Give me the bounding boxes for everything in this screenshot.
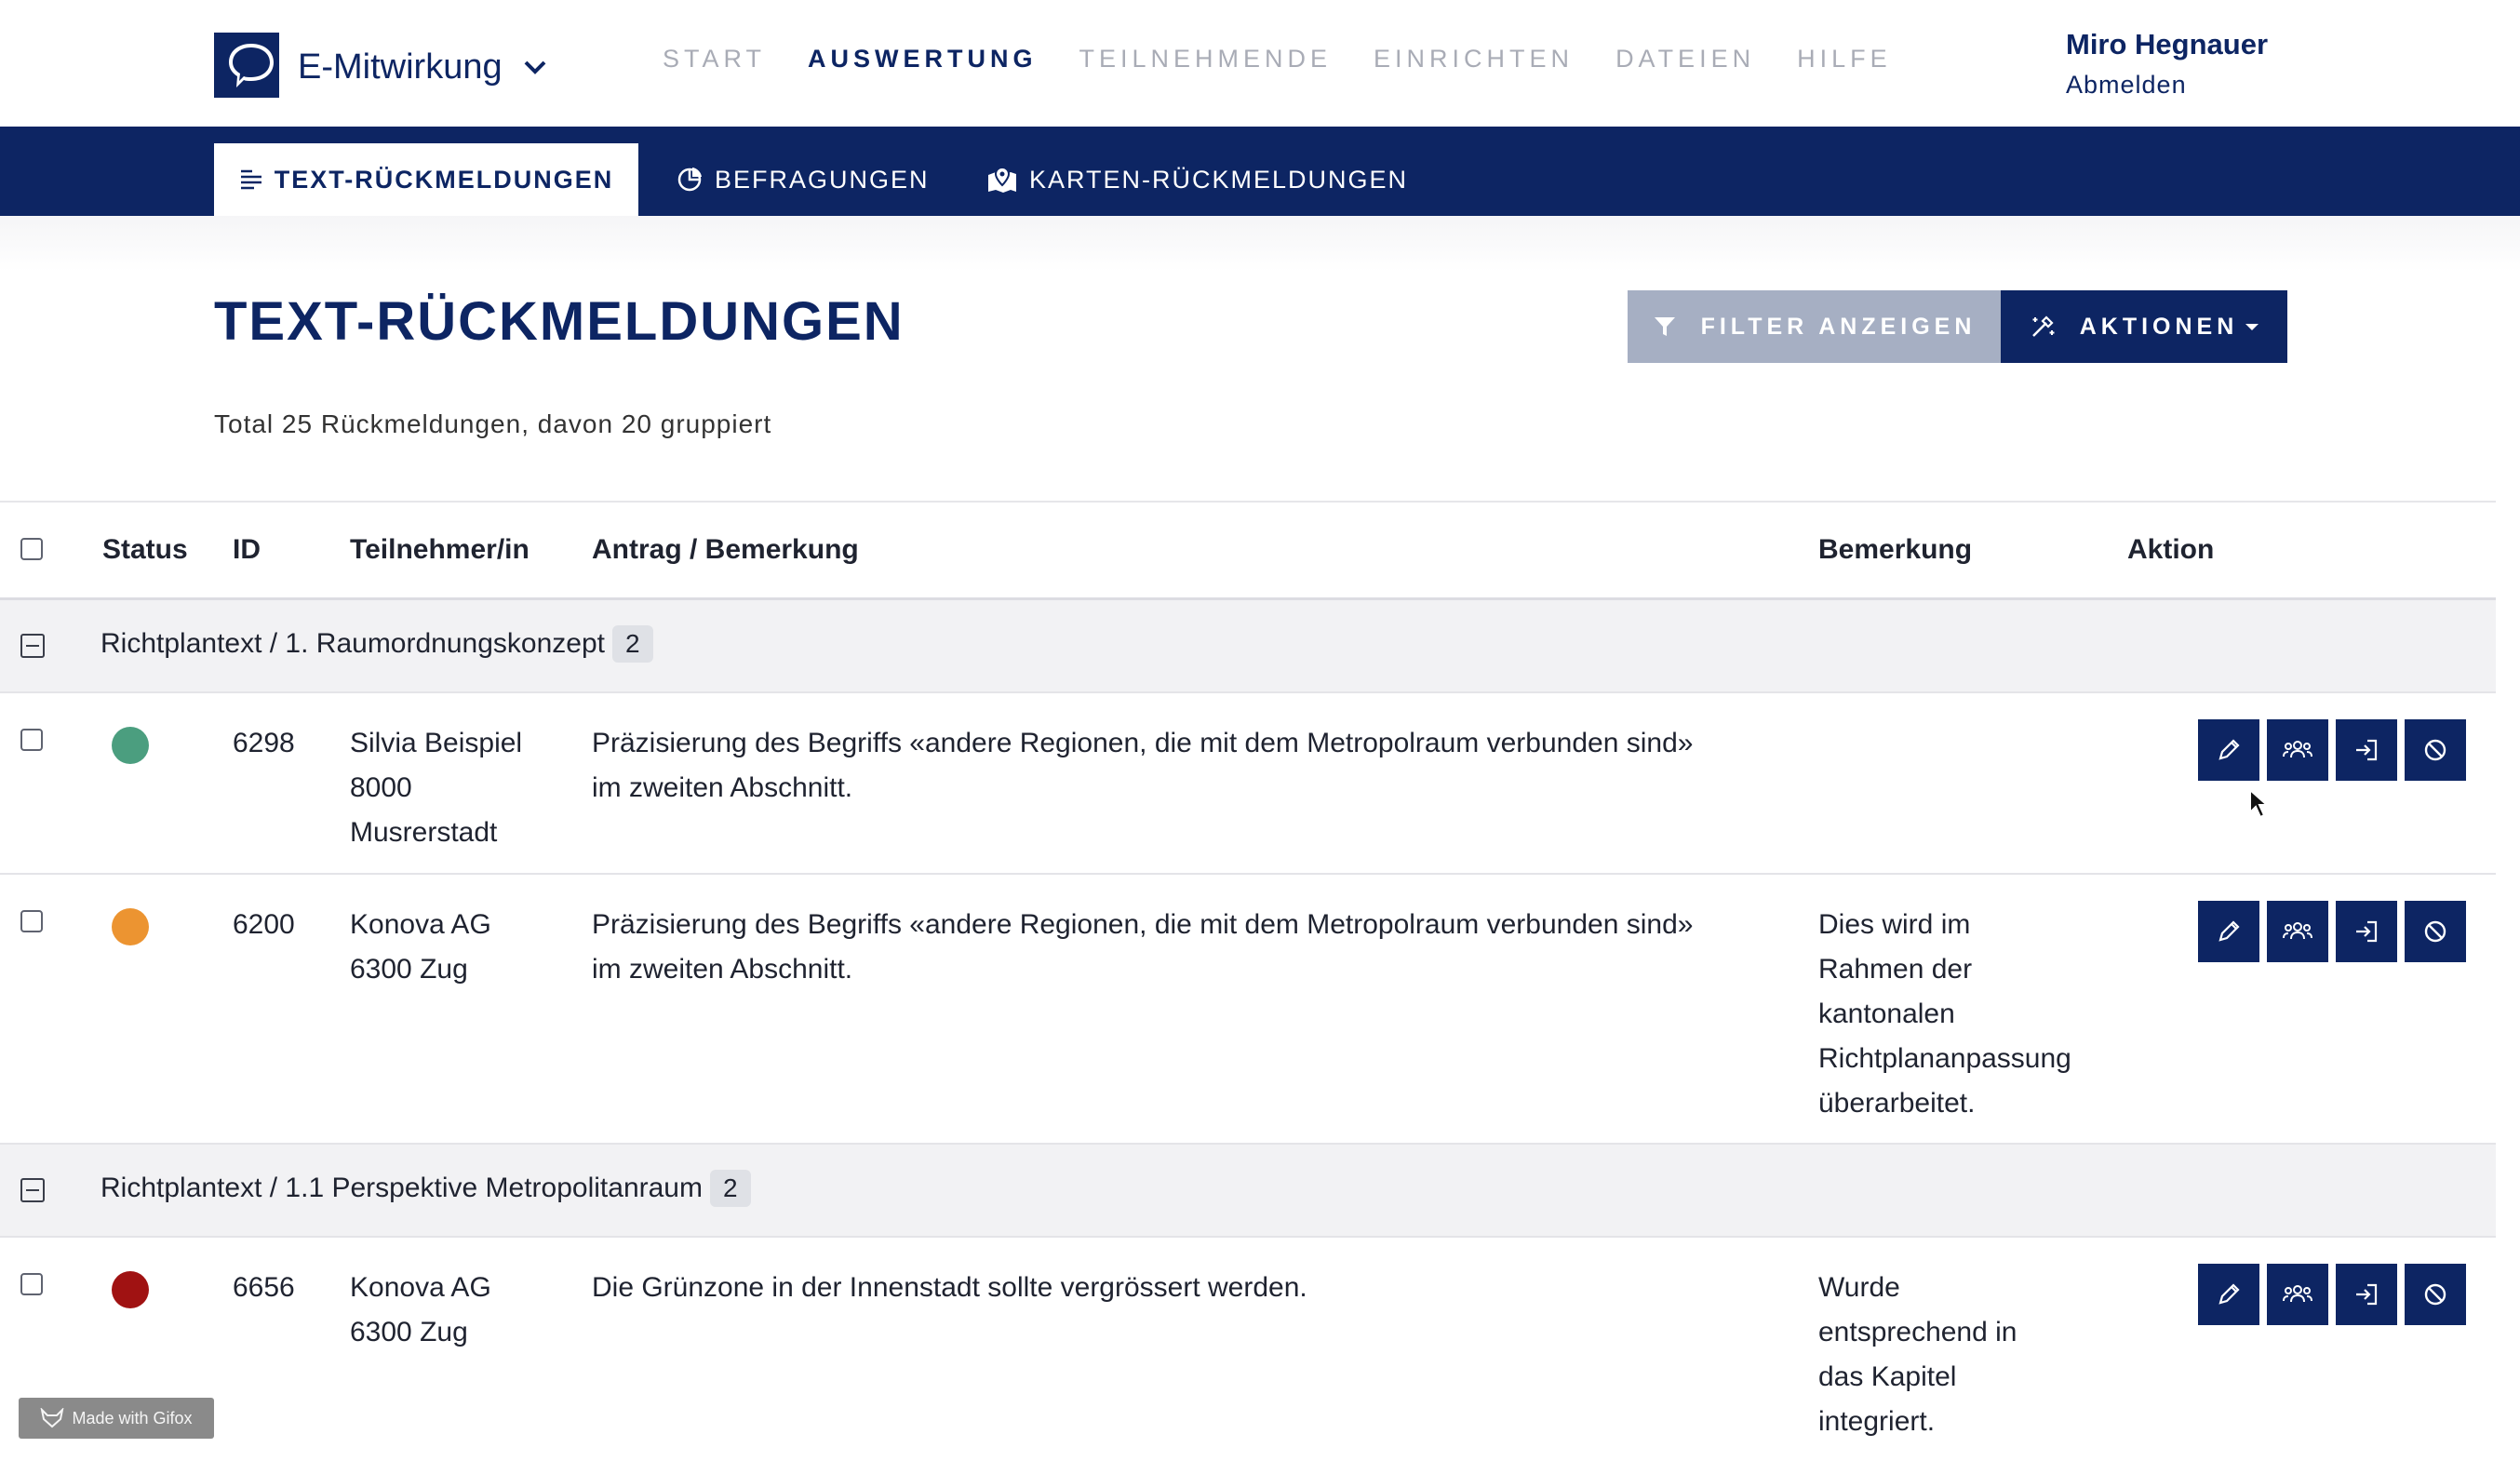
remark-line: Dies wird im	[1818, 909, 1971, 940]
column-status[interactable]: Status	[102, 534, 188, 565]
move-button[interactable]	[2336, 901, 2397, 962]
magic-wand-icon	[2030, 314, 2080, 340]
filter-button-label: FILTER ANZEIGEN	[1700, 313, 1977, 340]
participant-city: Musrerstadt	[350, 817, 498, 848]
watermark-text: Made with Gifox	[72, 1408, 193, 1427]
group-row	[0, 600, 2496, 693]
edit-button[interactable]	[2198, 719, 2259, 781]
participant-zip: 8000	[350, 772, 412, 803]
status-indicator	[112, 1271, 149, 1308]
participant-name: Silvia Beispiel	[350, 728, 523, 758]
request-text	[592, 1266, 1307, 1310]
status-indicator	[112, 908, 149, 945]
pencil-icon	[2215, 918, 2243, 945]
row-actions	[2198, 719, 2473, 781]
group-button[interactable]	[2267, 719, 2328, 781]
participant-city: 6300 Zug	[350, 954, 468, 985]
column-request[interactable]: Antrag / Bemerkung	[592, 534, 859, 565]
request-line: Präzisierung des Begriffs «andere Regionen, die mit dem Metropolraum verbunden sind»	[592, 909, 1694, 940]
main-nav	[663, 45, 1934, 74]
fox-icon	[40, 1408, 72, 1428]
remark-line: entsprechend in	[1818, 1317, 2017, 1347]
nav-einrichten[interactable]: EINRICHTEN	[1374, 45, 1575, 73]
remark-line: Rahmen der	[1818, 954, 1973, 985]
actions-button-label: AKTIONEN	[2079, 313, 2239, 340]
app-title: E-Mitwirkung	[298, 47, 503, 87]
mouse-cursor-icon	[2248, 788, 2271, 820]
reject-button[interactable]	[2405, 719, 2466, 781]
remark-line: Wurde	[1818, 1272, 1900, 1303]
row-id: 6298	[233, 728, 295, 758]
table-row	[0, 875, 2496, 1145]
column-participant[interactable]: Teilnehmer/in	[350, 534, 529, 565]
edit-button[interactable]	[2198, 901, 2259, 962]
feedback-table	[0, 501, 2496, 1461]
actions-dropdown-button[interactable]	[2001, 290, 2287, 363]
users-icon	[2282, 1280, 2313, 1308]
tab-label: KARTEN-RÜCKMELDUNGEN	[1029, 165, 1409, 194]
participant-name: Konova AG	[350, 909, 491, 940]
row-checkbox[interactable]	[20, 1273, 43, 1295]
map-marker-icon	[986, 166, 1029, 194]
group-title: Richtplantext / 1. Raumordnungskonzept	[101, 628, 605, 659]
reject-button[interactable]	[2405, 901, 2466, 962]
request-text	[592, 721, 1693, 811]
row-checkbox[interactable]	[20, 729, 43, 751]
remark-line: das Kapitel	[1818, 1361, 1957, 1392]
sign-in-icon	[2352, 918, 2380, 945]
participant	[350, 1266, 491, 1355]
nav-hilfe[interactable]: HILFE	[1797, 45, 1892, 73]
remark-line: überarbeitet.	[1818, 1088, 1976, 1119]
sign-in-icon	[2352, 1280, 2380, 1308]
group-count-badge: 2	[710, 1170, 751, 1207]
app-logo-icon[interactable]	[214, 33, 279, 98]
collapse-group-icon[interactable]	[20, 634, 45, 658]
nav-start[interactable]: START	[663, 45, 767, 73]
row-id: 6656	[233, 1272, 295, 1303]
remark-line: kantonalen	[1818, 999, 1955, 1029]
row-actions	[2198, 901, 2473, 962]
tab-karten-rueckmeldungen[interactable]	[986, 143, 1408, 216]
request-line: Präzisierung des Begriffs «andere Regionen, die mit dem Metropolraum verbunden sind»	[592, 728, 1694, 758]
users-icon	[2282, 918, 2313, 945]
request-text	[592, 903, 1693, 992]
participant	[350, 721, 522, 855]
ban-icon	[2421, 1280, 2449, 1308]
group-button[interactable]	[2267, 901, 2328, 962]
page-title: TEXT-RÜCKMELDUNGEN	[214, 291, 905, 352]
group-title: Richtplantext / 1.1 Perspektive Metropolitanraum	[101, 1173, 703, 1203]
nav-dateien[interactable]: DATEIEN	[1615, 45, 1756, 73]
tab-befragungen[interactable]	[676, 143, 930, 216]
text-lines-icon	[239, 168, 275, 191]
tab-label: TEXT-RÜCKMELDUNGEN	[274, 165, 614, 194]
chart-pie-icon	[676, 166, 715, 194]
row-actions	[2198, 1264, 2473, 1325]
status-indicator	[112, 727, 149, 764]
group-label	[101, 625, 653, 663]
filter-icon	[1653, 315, 1701, 339]
remark-line: Richtplananpassung	[1818, 1043, 2071, 1074]
tab-label: BEFRAGUNGEN	[715, 165, 930, 194]
row-checkbox[interactable]	[20, 910, 43, 932]
column-action: Aktion	[2127, 534, 2215, 565]
caret-down-icon	[2245, 324, 2259, 330]
reject-button[interactable]	[2405, 1264, 2466, 1325]
collapse-group-icon[interactable]	[20, 1178, 45, 1202]
sign-in-icon	[2352, 736, 2380, 764]
group-label	[101, 1170, 751, 1207]
request-line: im zweiten Abschnitt.	[592, 772, 853, 803]
pencil-icon	[2215, 736, 2243, 764]
chevron-down-icon	[523, 59, 547, 75]
participant-city: 6300 Zug	[350, 1317, 468, 1347]
table-header	[0, 501, 2496, 600]
request-line: Die Grünzone in der Innenstadt sollte vergrössert werden.	[592, 1272, 1307, 1303]
top-header	[0, 0, 2520, 127]
participant	[350, 903, 491, 992]
group-button[interactable]	[2267, 1264, 2328, 1325]
table-row	[0, 1238, 2496, 1461]
user-name: Miro Hegnauer	[2066, 28, 2269, 60]
results-summary: Total 25 Rückmeldungen, davon 20 gruppiert	[214, 409, 772, 438]
edit-button[interactable]	[2198, 1264, 2259, 1325]
remark-text	[1818, 903, 2071, 1126]
users-icon	[2282, 736, 2313, 764]
app-switcher[interactable]	[298, 39, 547, 95]
filter-button[interactable]	[1628, 290, 2001, 363]
nav-auswertung[interactable]: AUSWERTUNG	[808, 45, 1038, 73]
logout-link[interactable]: Abmelden	[2066, 71, 2187, 99]
move-button[interactable]	[2336, 1264, 2397, 1325]
column-remark[interactable]: Bemerkung	[1818, 534, 1973, 565]
tab-text-rueckmeldungen[interactable]	[214, 143, 638, 216]
ban-icon	[2421, 736, 2449, 764]
request-line: im zweiten Abschnitt.	[592, 954, 853, 985]
table-row	[0, 693, 2496, 875]
group-row	[0, 1145, 2496, 1238]
participant-name: Konova AG	[350, 1272, 491, 1303]
remark-text	[1818, 1266, 2017, 1444]
group-count-badge: 2	[612, 625, 653, 663]
sub-nav	[0, 127, 2520, 216]
nav-teilnehmende[interactable]: TEILNEHMENDE	[1079, 45, 1333, 73]
move-button[interactable]	[2336, 719, 2397, 781]
ban-icon	[2421, 918, 2449, 945]
watermark	[19, 1398, 214, 1439]
pencil-icon	[2215, 1280, 2243, 1308]
remark-line: integriert.	[1818, 1406, 1936, 1437]
user-menu	[2066, 28, 2268, 100]
select-all-checkbox[interactable]	[20, 538, 43, 560]
row-id: 6200	[233, 909, 295, 940]
column-id[interactable]: ID	[233, 534, 261, 565]
